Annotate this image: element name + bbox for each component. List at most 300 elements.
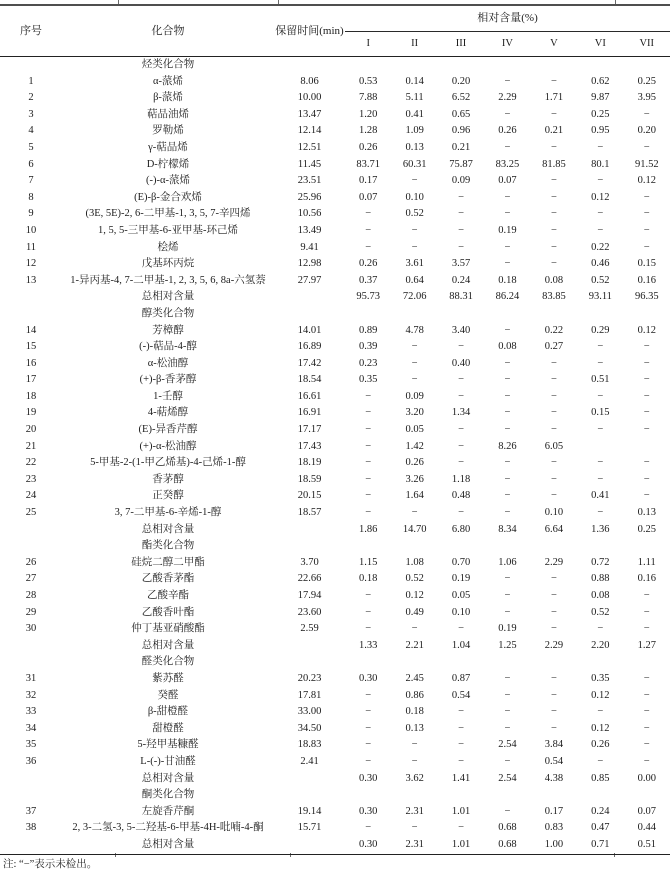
value-cell: − bbox=[458, 822, 465, 834]
compound-row bbox=[0, 190, 670, 207]
total-value-cell: 0.68 bbox=[498, 838, 517, 850]
value-cell bbox=[577, 439, 623, 456]
table-body bbox=[0, 57, 670, 855]
value-cell: − bbox=[643, 606, 650, 618]
compound-row bbox=[0, 754, 670, 771]
retention-cell: 13.49 bbox=[297, 224, 322, 236]
row-number-cell bbox=[0, 654, 62, 671]
value-cell: − bbox=[504, 473, 511, 485]
row-number-cell: 24 bbox=[25, 490, 37, 502]
value-cell: − bbox=[365, 473, 372, 485]
row-number-cell: 29 bbox=[25, 606, 37, 618]
row-number-cell: 27 bbox=[25, 573, 37, 585]
value-cell: 6.52 bbox=[451, 92, 471, 104]
value-cell: − bbox=[504, 606, 511, 618]
value-cell: 1.18 bbox=[451, 473, 471, 485]
value-cell: − bbox=[643, 590, 650, 601]
value-cell: 1.09 bbox=[405, 125, 424, 137]
retention-cell: 15.71 bbox=[297, 822, 322, 834]
value-cell: 0.41 bbox=[405, 108, 424, 120]
value-cell: − bbox=[458, 739, 465, 751]
value-cell: − bbox=[458, 722, 465, 734]
value-cell: − bbox=[550, 573, 557, 585]
value-cell: 0.26 bbox=[405, 457, 424, 469]
row-number-cell: 32 bbox=[25, 689, 37, 701]
value-cell bbox=[531, 787, 577, 804]
value-cell bbox=[624, 439, 670, 456]
value-cell bbox=[391, 538, 437, 555]
value-cell: − bbox=[411, 623, 418, 635]
compound-row bbox=[0, 422, 670, 439]
compound-row bbox=[0, 256, 670, 273]
value-cell: 0.07 bbox=[359, 191, 378, 203]
value-cell bbox=[531, 57, 577, 74]
value-cell: 0.25 bbox=[637, 75, 656, 87]
total-value-cell: 1.27 bbox=[637, 639, 656, 651]
retention-cell: 22.66 bbox=[297, 573, 322, 585]
value-cell: − bbox=[597, 208, 604, 220]
value-cell bbox=[484, 57, 530, 74]
sample-column-header: I bbox=[366, 37, 370, 49]
compound-name-cell: 乙酸香茅酯 bbox=[141, 573, 195, 585]
total-value-cell: 14.70 bbox=[402, 523, 427, 535]
value-cell: − bbox=[458, 440, 465, 452]
value-cell: − bbox=[411, 755, 418, 767]
compound-name-cell: α-松油醇 bbox=[147, 357, 189, 369]
value-cell bbox=[577, 787, 623, 804]
retention-cell bbox=[274, 522, 345, 539]
value-cell: 0.24 bbox=[451, 274, 471, 286]
value-cell: − bbox=[550, 490, 557, 502]
value-cell: − bbox=[458, 224, 465, 236]
row-number-cell: 9 bbox=[28, 208, 34, 220]
retention-cell: 17.42 bbox=[297, 357, 322, 369]
value-cell: − bbox=[411, 822, 418, 834]
value-cell: − bbox=[550, 357, 557, 369]
value-cell: 1.11 bbox=[637, 556, 656, 568]
retention-cell: 20.15 bbox=[297, 490, 322, 502]
value-cell: 0.07 bbox=[637, 805, 656, 817]
value-cell: − bbox=[597, 507, 604, 519]
value-cell: − bbox=[504, 191, 511, 203]
total-value-cell: 0.71 bbox=[591, 838, 610, 850]
value-cell: − bbox=[550, 722, 557, 734]
retention-cell bbox=[274, 289, 345, 306]
retention-cell: 18.59 bbox=[297, 473, 322, 485]
compound-name-cell: 1-异丙基-4, 7-二甲基-1, 2, 3, 5, 6, 8a-六氢萘 bbox=[70, 274, 266, 286]
value-cell: 0.27 bbox=[544, 341, 564, 353]
value-cell: 0.22 bbox=[544, 324, 564, 336]
value-cell: 80.1 bbox=[591, 158, 610, 170]
value-cell: 0.08 bbox=[544, 274, 564, 286]
row-number-cell: 11 bbox=[25, 241, 37, 253]
value-cell bbox=[438, 57, 484, 74]
header-row-1 bbox=[0, 5, 670, 32]
value-cell: − bbox=[550, 108, 557, 120]
row-number-cell: 12 bbox=[25, 258, 37, 270]
value-cell: 0.10 bbox=[451, 606, 471, 618]
value-cell: 0.12 bbox=[591, 722, 610, 734]
retention-cell: 16.91 bbox=[297, 407, 322, 419]
compound-row bbox=[0, 571, 670, 588]
row-number-cell: 18 bbox=[25, 390, 37, 402]
value-cell: − bbox=[597, 755, 604, 767]
value-cell: 0.30 bbox=[359, 805, 378, 817]
compound-name-cell: (+)-α-松油醇 bbox=[139, 440, 197, 452]
value-cell: 3.95 bbox=[637, 92, 656, 104]
value-cell: − bbox=[550, 473, 557, 485]
value-cell: − bbox=[365, 457, 372, 469]
value-cell: 0.13 bbox=[637, 507, 656, 519]
row-number-cell: 20 bbox=[25, 424, 37, 436]
total-value-cell: 3.62 bbox=[405, 772, 424, 784]
value-cell: − bbox=[504, 706, 511, 718]
value-cell: − bbox=[411, 507, 418, 519]
retention-cell bbox=[274, 538, 345, 555]
retention-cell: 17.43 bbox=[297, 440, 322, 452]
total-value-cell: 0.30 bbox=[359, 772, 378, 784]
value-cell: − bbox=[643, 623, 650, 635]
value-cell: − bbox=[365, 606, 372, 618]
value-cell: 7.88 bbox=[359, 92, 378, 104]
value-cell: 1.71 bbox=[544, 92, 564, 104]
value-cell: 0.52 bbox=[405, 208, 424, 220]
value-cell: − bbox=[504, 390, 511, 402]
value-cell bbox=[438, 787, 484, 804]
value-cell: 0.08 bbox=[591, 590, 610, 601]
compound-row bbox=[0, 356, 670, 373]
value-cell: 0.26 bbox=[591, 739, 610, 751]
retention-cell: 17.81 bbox=[297, 689, 322, 701]
retention-cell: 10.00 bbox=[297, 92, 322, 104]
value-cell: − bbox=[550, 623, 557, 635]
retention-cell: 12.51 bbox=[297, 141, 322, 153]
value-cell: − bbox=[643, 357, 650, 369]
compound-row bbox=[0, 588, 670, 605]
value-cell: 0.12 bbox=[637, 324, 656, 336]
value-cell: 1.08 bbox=[405, 556, 424, 568]
total-value-cell: 2.20 bbox=[591, 639, 610, 651]
compound-row bbox=[0, 206, 670, 223]
row-number-cell: 16 bbox=[25, 357, 37, 369]
value-cell: 0.17 bbox=[544, 805, 564, 817]
compound-row bbox=[0, 621, 670, 638]
value-cell: 0.12 bbox=[637, 175, 656, 187]
value-cell: − bbox=[365, 590, 372, 601]
value-cell bbox=[438, 538, 484, 555]
compound-row bbox=[0, 372, 670, 389]
compound-row bbox=[0, 323, 670, 340]
retention-cell: 17.94 bbox=[297, 590, 322, 601]
value-cell: 1.01 bbox=[451, 805, 471, 817]
value-cell: − bbox=[597, 175, 604, 187]
compound-name-cell: (E)-β-金合欢烯 bbox=[134, 191, 202, 203]
value-cell: 2.45 bbox=[405, 672, 424, 684]
value-cell: − bbox=[504, 208, 511, 220]
compound-name-cell: 戊基环丙烷 bbox=[141, 258, 195, 270]
value-cell: − bbox=[365, 689, 372, 701]
value-cell: 0.72 bbox=[591, 556, 610, 568]
compound-name-cell: 5-羟甲基糠醛 bbox=[137, 739, 199, 751]
row-number-cell: 14 bbox=[25, 324, 37, 336]
row-number-cell: 6 bbox=[28, 158, 34, 170]
compound-row bbox=[0, 173, 670, 190]
group-label-row bbox=[0, 654, 670, 671]
value-cell: − bbox=[550, 175, 557, 187]
value-cell: − bbox=[411, 224, 418, 236]
row-number-cell bbox=[0, 837, 62, 854]
compound-name-cell: 癸醛 bbox=[157, 689, 179, 701]
row-number-cell bbox=[0, 522, 62, 539]
value-cell: 75.87 bbox=[449, 158, 473, 170]
value-cell: − bbox=[597, 473, 604, 485]
value-cell: 3.20 bbox=[405, 407, 424, 419]
value-cell: − bbox=[550, 241, 557, 253]
total-value-cell: 2.21 bbox=[405, 639, 424, 651]
retention-cell bbox=[274, 787, 345, 804]
compound-name-cell: 乙酸香叶酯 bbox=[141, 606, 195, 618]
value-cell: 0.89 bbox=[359, 324, 378, 336]
value-cell: − bbox=[643, 407, 650, 419]
row-number-cell: 38 bbox=[25, 822, 37, 834]
value-cell: 0.26 bbox=[359, 258, 378, 270]
sample-column-header: VI bbox=[594, 37, 606, 49]
retention-cell: 18.57 bbox=[297, 507, 322, 519]
value-cell: − bbox=[365, 623, 372, 635]
retention-cell bbox=[274, 638, 345, 655]
total-value-cell: 2.31 bbox=[405, 838, 424, 850]
value-cell: − bbox=[597, 341, 604, 353]
total-row bbox=[0, 771, 670, 788]
compound-name-cell: 香茅醇 bbox=[152, 473, 184, 485]
group-label-cell: 酮类化合物 bbox=[141, 789, 195, 801]
compound-name-cell: D-柠檬烯 bbox=[146, 158, 190, 170]
retention-cell: 19.14 bbox=[297, 805, 322, 817]
compound-name-cell: (3E, 5E)-2, 6-二甲基-1, 3, 5, 7-辛四烯 bbox=[85, 208, 251, 220]
total-value-cell: 1.04 bbox=[451, 639, 471, 651]
value-cell: 3.61 bbox=[405, 258, 424, 270]
compound-row bbox=[0, 123, 670, 140]
retention-cell: 16.89 bbox=[297, 341, 322, 353]
compound-row bbox=[0, 439, 670, 456]
group-label-row bbox=[0, 57, 670, 74]
value-cell: − bbox=[504, 689, 511, 701]
value-cell: 0.09 bbox=[451, 175, 471, 187]
row-number-cell: 28 bbox=[25, 590, 37, 601]
retention-cell: 34.50 bbox=[297, 722, 322, 734]
sample-column-header: V bbox=[550, 37, 558, 49]
group-label-cell: 醛类化合物 bbox=[141, 656, 195, 668]
value-cell: 1.28 bbox=[359, 125, 378, 137]
value-cell: − bbox=[411, 374, 418, 386]
value-cell: − bbox=[504, 722, 511, 734]
retention-cell: 11.45 bbox=[297, 158, 322, 170]
value-cell: 0.24 bbox=[591, 805, 610, 817]
total-value-cell: 6.80 bbox=[451, 523, 471, 535]
value-cell: − bbox=[458, 241, 465, 253]
row-number-cell: 8 bbox=[28, 191, 34, 203]
value-cell: − bbox=[365, 706, 372, 718]
value-cell: − bbox=[458, 341, 465, 353]
value-cell: 0.62 bbox=[591, 75, 610, 87]
compound-name-cell: 芳樟醇 bbox=[152, 324, 184, 336]
compound-name-cell: 甜橙醛 bbox=[152, 722, 184, 734]
value-cell: 0.15 bbox=[591, 407, 610, 419]
value-cell bbox=[484, 306, 530, 323]
value-cell: 1.34 bbox=[451, 407, 471, 419]
compound-name-cell: 萜品油烯 bbox=[147, 108, 189, 120]
value-cell: − bbox=[504, 672, 511, 684]
value-cell: − bbox=[550, 706, 557, 718]
compound-name-cell: (-)-萜品-4-醇 bbox=[139, 341, 197, 353]
value-cell: − bbox=[643, 224, 650, 236]
total-row bbox=[0, 522, 670, 539]
total-value-cell: 72.06 bbox=[402, 291, 427, 303]
value-cell: − bbox=[365, 739, 372, 751]
value-cell: − bbox=[504, 573, 511, 585]
group-label-row bbox=[0, 787, 670, 804]
value-cell: 9.87 bbox=[591, 92, 610, 104]
row-number-cell: 17 bbox=[25, 374, 37, 386]
value-cell bbox=[531, 654, 577, 671]
value-cell: − bbox=[504, 357, 511, 369]
value-cell: − bbox=[643, 241, 650, 253]
value-cell: 0.05 bbox=[451, 590, 471, 601]
row-number-cell: 4 bbox=[28, 125, 34, 137]
total-value-cell: 93.11 bbox=[588, 291, 612, 303]
value-cell: − bbox=[365, 390, 372, 402]
value-cell: − bbox=[365, 424, 372, 436]
retention-cell: 13.47 bbox=[297, 108, 322, 120]
row-number-cell: 2 bbox=[28, 92, 34, 104]
value-cell: − bbox=[458, 374, 465, 386]
retention-cell bbox=[274, 837, 345, 854]
retention-cell: 2.59 bbox=[300, 623, 319, 635]
value-cell: 0.21 bbox=[544, 125, 564, 137]
compound-row bbox=[0, 688, 670, 705]
value-cell: 5.11 bbox=[405, 92, 424, 104]
value-cell: 0.21 bbox=[451, 141, 471, 153]
value-cell: 2.31 bbox=[405, 805, 424, 817]
value-cell: − bbox=[504, 805, 511, 817]
row-number-cell: 36 bbox=[25, 755, 37, 767]
value-cell: 0.87 bbox=[451, 672, 471, 684]
value-cell: 0.14 bbox=[405, 75, 424, 87]
compound-name-cell: 1, 5, 5-三甲基-6-亚甲基-环己烯 bbox=[98, 224, 238, 236]
value-cell: − bbox=[504, 407, 511, 419]
compound-row bbox=[0, 140, 670, 157]
value-cell: 0.49 bbox=[405, 606, 424, 618]
value-cell: − bbox=[504, 755, 511, 767]
row-number-cell bbox=[0, 57, 62, 74]
compound-row bbox=[0, 273, 670, 290]
value-cell bbox=[391, 306, 437, 323]
value-cell: 0.54 bbox=[544, 755, 564, 767]
footnote: 注: “−”表示未检出。 bbox=[3, 859, 98, 870]
value-cell: 83.71 bbox=[356, 158, 381, 170]
value-cell: 0.13 bbox=[405, 141, 424, 153]
value-cell: 0.07 bbox=[498, 175, 517, 187]
value-cell: 0.16 bbox=[637, 573, 656, 585]
compound-row bbox=[0, 505, 670, 522]
row-number-cell: 5 bbox=[28, 141, 34, 153]
value-cell: − bbox=[365, 490, 372, 502]
value-cell: 0.30 bbox=[359, 672, 378, 684]
compound-name-cell: 紫苏醛 bbox=[152, 672, 184, 684]
total-value-cell: 1.36 bbox=[591, 523, 610, 535]
value-cell: − bbox=[597, 457, 604, 469]
value-cell: − bbox=[643, 108, 650, 120]
value-cell: 0.35 bbox=[591, 672, 610, 684]
row-number-cell: 10 bbox=[25, 224, 37, 236]
row-number-cell: 31 bbox=[25, 672, 37, 684]
row-number-cell: 3 bbox=[28, 108, 34, 120]
value-cell: 0.35 bbox=[359, 374, 378, 386]
value-cell: 0.10 bbox=[544, 507, 564, 519]
total-value-cell: 86.24 bbox=[495, 291, 520, 303]
value-cell: 0.68 bbox=[498, 822, 517, 834]
value-cell bbox=[345, 57, 391, 74]
value-cell bbox=[531, 538, 577, 555]
value-cell: − bbox=[550, 224, 557, 236]
row-number-cell: 37 bbox=[25, 805, 37, 817]
value-cell bbox=[577, 306, 623, 323]
value-cell: 91.52 bbox=[634, 158, 659, 170]
total-label-cell: 总相对含量 bbox=[141, 838, 195, 850]
value-cell: 0.52 bbox=[591, 606, 610, 618]
compound-name-cell: 仲丁基亚硝酸酯 bbox=[131, 623, 205, 635]
retention-cell: 18.19 bbox=[297, 457, 322, 469]
compound-name-cell: 1-壬醇 bbox=[153, 390, 183, 402]
value-cell: 2.54 bbox=[498, 739, 517, 751]
value-cell: − bbox=[643, 374, 650, 386]
value-cell: − bbox=[550, 606, 557, 618]
value-cell: − bbox=[643, 473, 650, 485]
value-cell: − bbox=[504, 258, 511, 270]
value-cell: − bbox=[550, 141, 557, 153]
col-header-relative-content: 相对含量(%) bbox=[345, 5, 670, 32]
total-value-cell: 0.25 bbox=[637, 523, 656, 535]
value-cell: − bbox=[365, 507, 372, 519]
retention-cell bbox=[274, 57, 345, 74]
row-number-cell: 7 bbox=[28, 175, 34, 187]
value-cell: − bbox=[458, 706, 465, 718]
value-cell: − bbox=[365, 224, 372, 236]
value-cell: − bbox=[550, 689, 557, 701]
total-label-cell: 总相对含量 bbox=[141, 772, 195, 784]
total-label-cell: 总相对含量 bbox=[141, 291, 195, 303]
value-cell: 0.48 bbox=[451, 490, 471, 502]
row-number-cell bbox=[0, 771, 62, 788]
value-cell: 2.29 bbox=[544, 556, 564, 568]
value-cell: 0.70 bbox=[451, 556, 471, 568]
value-cell bbox=[577, 57, 623, 74]
value-cell bbox=[438, 306, 484, 323]
value-cell: − bbox=[550, 407, 557, 419]
value-cell bbox=[391, 787, 437, 804]
total-value-cell: 0.00 bbox=[637, 772, 656, 784]
value-cell bbox=[345, 306, 391, 323]
total-value-cell: 1.33 bbox=[359, 639, 378, 651]
value-cell: 0.12 bbox=[405, 590, 424, 601]
compound-name-cell: 左旋香芹酮 bbox=[141, 805, 195, 817]
value-cell: − bbox=[504, 590, 511, 601]
value-cell: 0.18 bbox=[498, 274, 517, 286]
value-cell: 0.19 bbox=[498, 224, 517, 236]
retention-cell bbox=[274, 771, 345, 788]
value-cell: 0.26 bbox=[359, 141, 378, 153]
group-label-row bbox=[0, 538, 670, 555]
